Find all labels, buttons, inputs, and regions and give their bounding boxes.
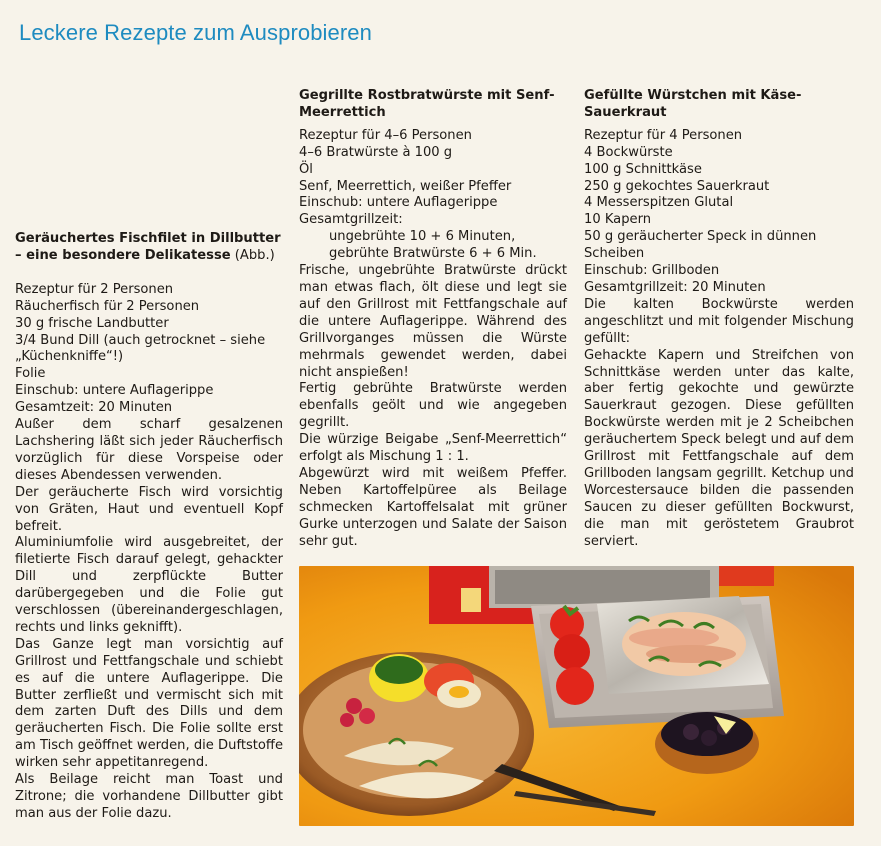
instruction-paragraph: Frische, ungebrühte Bratwürste drückt man etwas flach, ölt diese und legt sie auf den Grillrost mit Fettfangschale auf die untere Auflagerippe. Während des Grillvorganges müssen die Würste mehrmals gewendet werden, dabei nicht anspießen! (299, 263, 567, 380)
recipe-title: Gefüllte Würstchen mit Käse-Sauerkraut (584, 88, 802, 120)
ingredient-line: Rezeptur für 2 Personen (15, 281, 174, 297)
ingredient-line: 250 g gekochtes Sauerkraut (584, 178, 770, 194)
instruction-paragraph: Das Ganze legt man vorsichtig auf Grillrost und Fettfangschale und schiebt es auf die untere Auflagerippe. Die Butter zerfließt und vermischt sich mit dem zarten Duft des Dills und dem geräucherten Fisch. Die Folie sollte erst am Tisch geöffnet werden, die Duftstoffe wirken sehr appetitanregend. (15, 636, 283, 771)
food-photo-illustration (299, 566, 854, 826)
ingredient-line: Räucherfisch für 2 Personen (15, 298, 200, 314)
ingredient-line: Gesamtgrillzeit: 20 Minuten (584, 279, 766, 295)
recipe-title-bold: Geräuchertes Fischfilet in Dillbutter – eine besondere Delikatesse (15, 231, 281, 263)
recipe-fischfilet (15, 231, 283, 823)
ingredient-line: Rezeptur für 4 Personen (584, 127, 743, 143)
instruction-paragraph: Gehackte Kapern und Streifchen von Schnittkäse werden unter das kalte, aber fertig gekochte und gewürzte Sauerkraut gezogen. Diese gefüllten Bockwürste werden mit je 2 Scheibchen geräuchertem Speck belegt und auf dem Grillrost mit Fettfangschale auf dem Grillboden langsam gegrillt. Ketchup und Worcestersauce bilden die passenden Saucen zu dieser gefüllten Bockwurst, die man mit geröstetem Graubrot serviert. (584, 347, 854, 549)
food-photo (299, 566, 854, 826)
instruction-paragraph: Der geräucherte Fisch wird vorsichtig von Gräten, Haut und eventuell Kopf befreit. (15, 484, 283, 534)
recipe-wuerstchen (584, 88, 854, 550)
ingredient-line: 30 g frische Landbutter (15, 315, 169, 331)
ingredient-line: Einschub: Grillboden (584, 263, 720, 279)
ingredient-line: 10 Kapern (584, 212, 652, 228)
instruction-paragraph: Abgewürzt wird mit weißem Pfeffer. Neben Kartoffelpüree als Beilage schmecken Kartoffelsalat mit grüner Gurke unterzogen und Salate der Saison sehr gut. (299, 465, 567, 549)
ingredient-line: 3/4 Bund Dill (auch getrocknet – siehe „Küchenkniffe“!) (15, 332, 266, 365)
ingredient-line: Öl (299, 161, 313, 177)
instruction-paragraph: Aluminiumfolie wird ausgebreitet, der filetierte Fisch darauf gelegt, gehackter Dill und zerpflückte Butter darübergegeben und die Folie gut verschlossen (übereinandergeschlagen, rechts und links geknifft). (15, 535, 283, 635)
grill-time-line: ungebrühte 10 + 6 Minuten, (329, 229, 516, 245)
ingredient-line: 4–6 Bratwürste à 100 g (299, 144, 453, 160)
grill-time-line: gebrühte Bratwürste 6 + 6 Min. (329, 246, 537, 262)
ingredient-line: Einschub: untere Auflagerippe (15, 383, 214, 399)
recipe-title-suffix: (Abb.) (230, 247, 275, 263)
instruction-paragraph: Außer dem scharf gesalzenen Lachshering läßt sich jeder Räucherfisch vorzüglich für diese Vorspeise oder dieses Abendessen verwenden. (15, 417, 283, 483)
instruction-paragraph: Die würzige Beigabe „Senf-Meerrettich“ erfolgt als Mischung 1 : 1. (299, 432, 567, 465)
ingredient-line: Einschub: untere Auflagerippe (299, 195, 498, 211)
ingredient-line: Rezeptur für 4–6 Personen (299, 127, 472, 143)
ingredient-line: 50 g geräucherter Speck in dünnen Scheiben (584, 229, 817, 262)
instruction-paragraph: Die kalten Bockwürste werden angeschlitzt und mit folgender Mischung gefüllt: (584, 296, 854, 346)
page-title: Leckere Rezepte zum Ausprobieren (19, 20, 372, 45)
ingredient-line: Senf, Meerrettich, weißer Pfeffer (299, 178, 512, 194)
ingredient-line: Gesamtzeit: 20 Minuten (15, 400, 173, 416)
instruction-paragraph: Fertig gebrühte Bratwürste werden ebenfalls geölt und wie angegeben gegrillt. (299, 381, 567, 431)
recipe-bratwuerste (299, 88, 567, 550)
recipe-title (15, 231, 283, 265)
instruction-paragraph: Als Beilage reicht man Toast und Zitrone; die vorhandene Dillbutter gibt man aus der Folie dazu. (15, 772, 283, 821)
ingredient-line: Folie (15, 366, 46, 382)
recipe-title: Gegrillte Rostbratwürste mit Senf-Meerrettich (299, 88, 555, 120)
ingredient-line: 100 g Schnittkäse (584, 161, 702, 177)
ingredient-line: 4 Bockwürste (584, 144, 673, 160)
ingredient-line: Gesamtgrillzeit: (299, 212, 403, 228)
ingredient-line: 4 Messerspitzen Glutal (584, 195, 734, 211)
